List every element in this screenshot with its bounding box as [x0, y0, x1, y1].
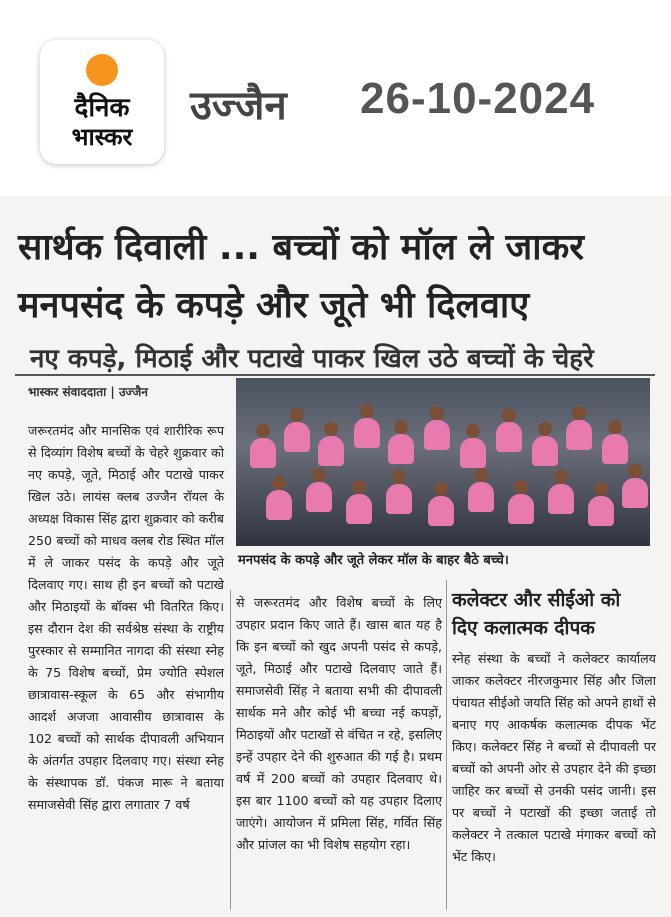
article-column-2: से जरूरतमंद और विशेष बच्चों के लिए उपहार प्रदान किए जाते हैं। खास बात यह है कि इन बच्चों को खुद अपनी पसंद से कपड़े, जूते, मिठाई और पटाखे दिलवाए जाते हैं। समाजसेवी सिंह ने बताया सभी की दीपावली सार्थक मने और कोई भी बच्चा नई कपड़ों, मिठाइयों और पटाखों से वंचित न रहे, इसलिए इन्हें उपहार देने की शुरुआत की गई है। प्रथम वर्ष में 200 बच्चों को उपहार दिलवाए थे। इस बार 1100 बच्चों को यह उपहार दिलाए जाएंगे। आयोजन में प्रमिला सिंह, गर्वित सिंह और प्रांजल का भी विशेष सहयोग रहा। [236, 595, 442, 852]
logo-line-2: भास्कर [71, 122, 133, 151]
headline-line-1: सार्थक दिवाली ... बच्चों को मॉल ले जाकर [18, 227, 584, 268]
subheadline: नए कपड़े, मिठाई और पटाखे पाकर खिल उठे बच्चों के चेहरे [30, 344, 594, 374]
children-photo [236, 378, 650, 546]
divider [15, 374, 655, 376]
sun-icon [86, 54, 118, 86]
dainik-bhaskar-logo [40, 40, 164, 164]
article-column-1: जरूरतमंद और मानसिक एवं शारीरिक रूप से दिव्यांग विशेष बच्चों के चेहरे शुक्रवार को नए कपड़े, जूते, मिठाई और पटाखे पाकर खिल उठे। लायंस क्लब उज्जैन रॉयल के अध्यक्ष विकास सिंह द्वारा शुक्रवार को करीब 250 बच्चों को माधव क्लब रोड स्थित मॉल में ले जाकर पसंद के कपड़े और जूते दिलवाए गए। साथ ही इन बच्चों को पटाखे और मिठाइयों के बॉक्स भी वितरित किए। इस दौरान देश की सर्वश्रेष्ठ संस्था के राष्ट्रीय पुरस्कार से सम्मानित नागदा की संस्था स्नेह के 75 विशेष बच्चों, प्रेम ज्योति स्पेशल छात्रावास-स्कूल के 65 और संभागीय आदर्श अजजा आवासीय छात्रावास के 102 बच्चों को सार्थक दीपावली अभियान के अंतर्गत उपहार दिलवाए गए। संस्था स्नेह के संस्थापक डॉ. पंकज मारू ने बताया समाजसेवी सिंह द्वारा लगातार 7 वर्ष [28, 423, 224, 812]
column-divider [230, 590, 231, 910]
byline: भास्कर संवाददाता | उज्जैन [28, 385, 148, 399]
sidebar-text: स्नेह संस्था के बच्चों ने कलेक्टर कार्यालय जाकर कलेक्टर नीरजकुमार सिंह और जिला पंचायत सीईओ जयति सिंह को अपने हाथों से बनाए गए आकर्षक कलात्मक दीपक भेंट किए। कलेक्टर सिंह ने बच्चों से दीपावली पर बच्चों को अपनी ओर से उपहार देने की इच्छा जाहिर कर बच्चों से उनकी पसंद जानी। इस पर बच्चों ने पटाखों की इच्छा जताई तो कलेक्टर ने तत्काल पटाखे मंगाकर बच्चों को भेंट किए। [452, 651, 656, 864]
date-label: 26-10-2024 [360, 74, 596, 123]
share-header [0, 0, 671, 190]
logo-line-1: दैनिक [74, 93, 130, 123]
sidebar-title: कलेक्टर और सीईओ को दिए कलात्मक दीपक [452, 589, 621, 639]
city-label: उज्जैन [190, 83, 287, 129]
photo-caption: मनपसंद के कपड़े और जूते लेकर मॉल के बाहर बैठे बच्चे। [238, 553, 509, 568]
headline-line-2: मनपसंद के कपड़े और जूते भी दिलवाए [18, 285, 530, 326]
column-divider [446, 580, 447, 910]
